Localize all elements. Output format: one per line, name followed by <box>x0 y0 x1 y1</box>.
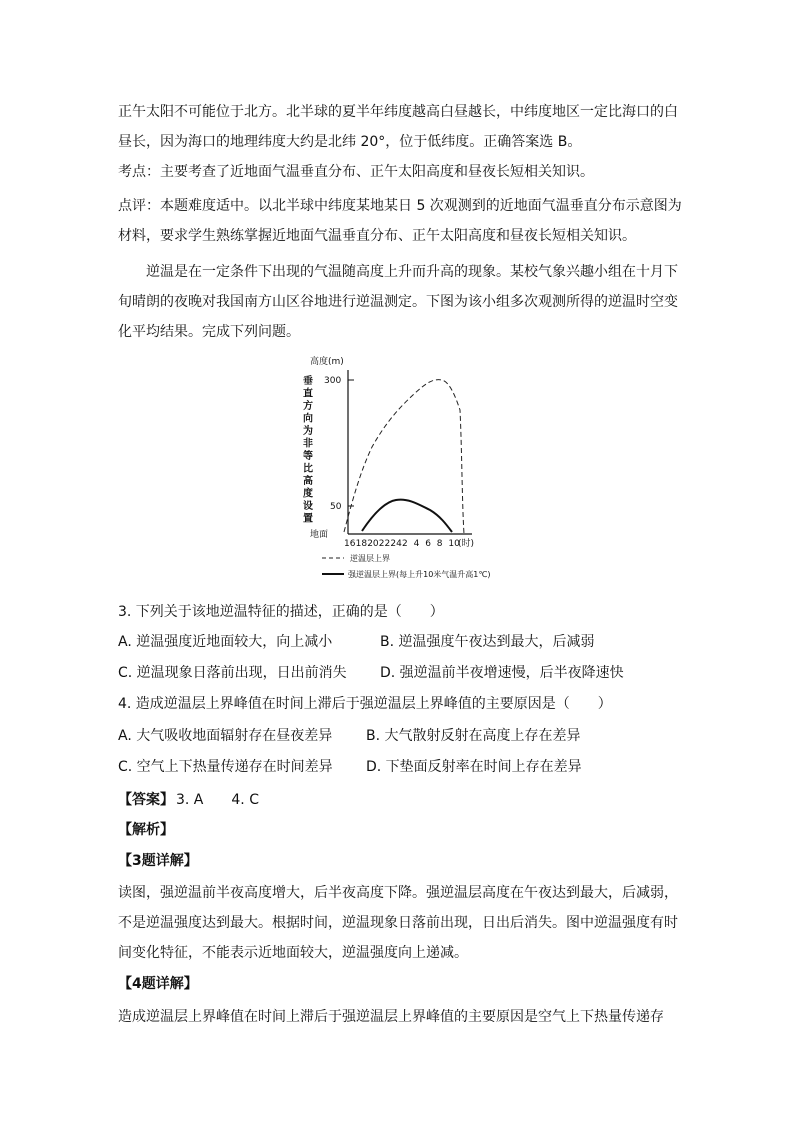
y-axis-label: 高度(m) <box>310 357 344 367</box>
x-tick-label: 22 <box>378 539 391 549</box>
x-tick-label: 8 <box>436 539 443 549</box>
answer-value: 3. A 4. C <box>176 792 259 808</box>
q3-detail-line: 间变化特征，不能表示近地面较大，逆温强度向上递减。 <box>118 945 468 961</box>
question-4: 4. 造成逆温层上界峰值在时间上滞后于强逆温层上界峰值的主要原因是（ ） <box>118 696 612 712</box>
y-axis-note-char: 方 <box>303 401 313 412</box>
y-axis-note-char: 为 <box>303 426 313 437</box>
y-axis-note-char: 比 <box>303 463 313 475</box>
inversion-chart <box>300 352 500 592</box>
y-axis-note-char: 非 <box>303 438 313 450</box>
question-3: 3. 下列关于该地逆温特征的描述，正确的是（ ） <box>118 604 444 620</box>
intro-line: 逆温是在一定条件下出现的气温随高度上升而升高的现象。某校气象兴趣小组在十月下 <box>146 264 678 280</box>
x-tick-label: 18 <box>355 539 368 549</box>
y-axis-note <box>303 374 313 525</box>
x-tick-label: 24 <box>390 539 402 549</box>
y-axis-note-char: 等 <box>303 451 313 462</box>
x-tick-label: 4 <box>413 539 420 549</box>
q3-detail-line: 读图，强逆温前半夜高度增大，后半夜高度下降。强逆温层高度在午夜达到最大，后减弱， <box>118 885 678 901</box>
q4-detail-line: 造成逆温层上界峰值在时间上滞后于强逆温层上界峰值的主要原因是空气上下热量传递存 <box>118 1009 664 1025</box>
q4-detail-heading: 【4题详解】 <box>118 976 198 992</box>
answer-label: 【答案】 <box>118 792 174 808</box>
x-tick-label: 16 <box>344 539 356 549</box>
option-4c: C. 空气上下热量传递存在时间差异 <box>118 759 333 775</box>
option-4b: B. 大气散射反射在高度上存在差异 <box>366 728 581 744</box>
x-tick-label: 20 <box>367 539 379 549</box>
y-axis-note-char: 置 <box>303 513 313 525</box>
y-axis-note-char: 直 <box>303 388 313 400</box>
x-tick-labels <box>344 537 474 549</box>
y-tick-label-ground: 地面 <box>310 530 329 540</box>
dianping-line: 点评：本题难度适中。以北半球中纬度某地某日 5 次观测到的近地面气温垂直分布示意图为 <box>118 198 682 214</box>
x-axis-unit: (时) <box>458 539 475 549</box>
q3-detail-heading: 【3题详解】 <box>118 853 198 869</box>
q3-detail-line: 不是逆温强度达到最大。根据时间，逆温现象日落前出现，日出后消失。图中逆温强度有时 <box>118 915 678 931</box>
intro-line: 化平均结果。完成下列问题。 <box>118 324 300 340</box>
analysis-heading: 【解析】 <box>118 822 174 838</box>
x-tick-label: 2 <box>402 539 408 549</box>
y-axis-note-char: 度 <box>303 488 313 500</box>
y-tick-label-50: 50 <box>330 502 342 512</box>
option-3d: D. 强逆温前半夜增速慢，后半夜降速快 <box>380 665 624 681</box>
y-axis-note-char: 高 <box>303 476 313 487</box>
y-axis-note-char: 设 <box>303 501 313 512</box>
kaodian-line: 考点：主要考查了近地面气温垂直分布、正午太阳高度和昼夜长短相关知识。 <box>118 164 594 180</box>
y-axis-note-char: 垂 <box>303 376 313 387</box>
dianping-line: 材料，要求学生熟练掌握近地面气温垂直分布、正午太阳高度和昼夜长短相关知识。 <box>118 228 636 244</box>
x-tick-label: 6 <box>425 539 431 549</box>
intro-line: 旬晴朗的夜晚对我国南方山区谷地进行逆温测定。下图为该小组多次观测所得的逆温时空变 <box>118 294 678 310</box>
series-strong-inversion-top <box>362 500 452 532</box>
paragraph-line: 昼长，因为海口的地理纬度大约是北纬 20°，位于低纬度。正确答案选 B。 <box>118 134 582 150</box>
option-3c: C. 逆温现象日落前出现，日出前消失 <box>118 665 347 681</box>
series-inversion-top <box>344 380 464 534</box>
y-tick-label-300: 300 <box>324 376 342 386</box>
x-tick-label: 10 <box>448 539 460 549</box>
option-3a: A. 逆温强度近地面较大，向上减小 <box>118 634 333 650</box>
y-axis-note-char: 向 <box>303 413 313 425</box>
option-4a: A. 大气吸收地面辐射存在昼夜差异 <box>118 728 333 744</box>
option-4d: D. 下垫面反射率在时间上存在差异 <box>366 759 582 775</box>
legend-solid-label: 强逆温层上界(每上升10米气温升高1℃) <box>348 570 491 579</box>
paragraph-line: 正午太阳不可能位于北方。北半球的夏半年纬度越高白昼越长，中纬度地区一定比海口的白 <box>118 104 678 120</box>
option-3b: B. 逆温强度午夜达到最大，后减弱 <box>380 634 595 650</box>
legend-dashed-label: 逆温层上界 <box>350 554 390 563</box>
